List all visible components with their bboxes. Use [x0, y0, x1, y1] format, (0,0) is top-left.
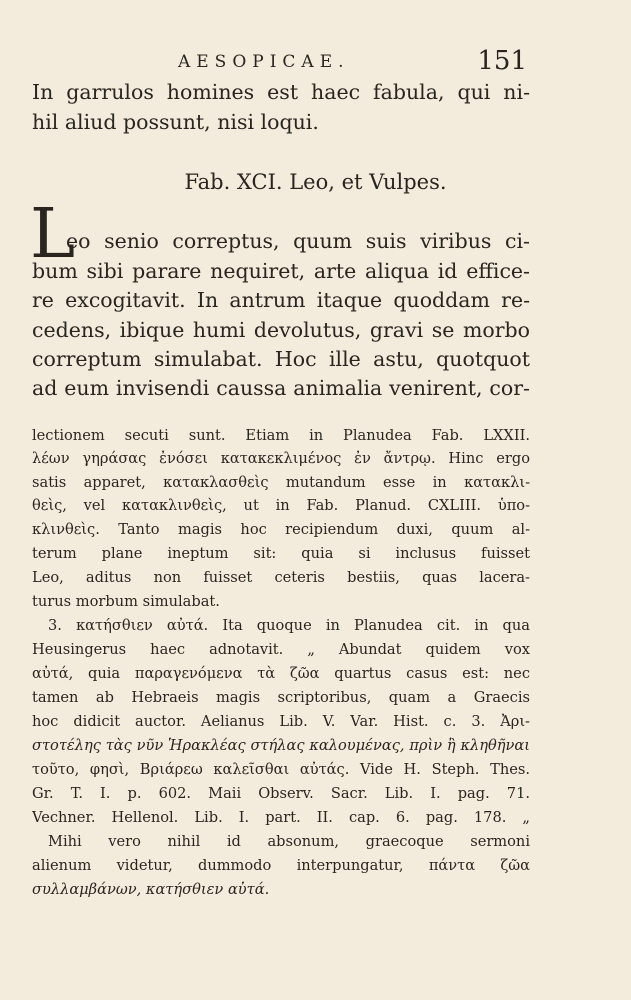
note-line: συλλαμβάνων, κατήσθιεν αὐτά.	[32, 881, 270, 898]
page-header	[0, 48, 631, 78]
note-line: turus morbum simulabat.	[32, 593, 220, 610]
drop-cap: L	[30, 195, 76, 274]
intro-line: hil aliud possunt, nisi loqui.	[32, 110, 319, 134]
note-line: Vechner. Hellenol. Lib. I. part. II. cap. 6. pag. 178. „	[32, 809, 530, 826]
note-line: terum plane ineptum sit: quia si inclusus fuisset	[32, 545, 530, 562]
note-line: alienum videtur, dummodo interpungatur, πάντα ζῶα	[32, 857, 530, 874]
note-line: θεὶς, vel κατακλινθεὶς, ut in Fab. Planud. CXLIII. ὑπο-	[32, 497, 530, 514]
fable-line: ad eum invisendi caussa animalia venirent, cor-	[32, 376, 530, 400]
fable-title: Fab. XCI. Leo, et Vulpes.	[184, 170, 447, 194]
note-line: hoc didicit auctor. Aelianus Lib. V. Var. Hist. c. 3. Ἀρι-	[32, 713, 530, 730]
note-line: στοτέλης τὰς νῦν Ἡρακλέας στήλας καλουμένας, πρὶν ἢ κληθῆναι	[32, 737, 530, 754]
running-head: AESOPICAE.	[178, 52, 350, 72]
fable-line: eo senio correptus, quum suis viribus ci-	[66, 229, 530, 253]
note-line: τοῦτο, φησὶ, Βριάρεω καλεῖσθαι αὐτάς. Vide H. Steph. Thes.	[32, 761, 530, 778]
note-line: λέων γηράσας ἐνόσει κατακεκλιμένος ἐν ἄντρῳ. Hinc ergo	[32, 450, 530, 467]
note-line: tamen ab Hebraeis magis scriptoribus, quam a Graecis	[32, 689, 530, 706]
note-line: κλινθεὶς. Tanto magis hoc recipiendum duxi, quum al-	[32, 521, 530, 538]
note-line: Heusingerus haec adnotavit. „ Abundat quidem vox	[32, 641, 530, 658]
fable-line: re excogitavit. In antrum itaque quoddam re-	[32, 288, 530, 312]
fable-line: correptum simulabat. Hoc ille astu, quotquot	[32, 347, 530, 371]
note-line: Gr. T. I. p. 602. Maii Observ. Sacr. Lib. I. pag. 71.	[32, 785, 530, 802]
note-line: αὐτά, quia παραγενόμενα τὰ ζῶα quartus casus est: nec	[32, 665, 530, 682]
note-line: satis apparet, κατακλασθεὶς mutandum esse in κατακλι-	[32, 474, 530, 491]
note-line: Leo, aditus non fuisset ceteris bestiis, quas lacera-	[32, 569, 530, 586]
intro-line: In garrulos homines est haec fabula, qui ni-	[32, 80, 530, 104]
note-line: lectionem secuti sunt. Etiam in Planudea Fab. LXXII.	[32, 427, 530, 444]
page-number: 151	[477, 46, 527, 76]
fable-line: cedens, ibique humi devolutus, gravi se morbo	[32, 318, 530, 342]
fable-line: bum sibi parare nequiret, arte aliqua id effice-	[32, 259, 530, 283]
note-line: 3. κατήσθιεν αὐτά. Ita quoque in Planudea cit. in qua	[48, 617, 530, 634]
note-line: Mihi vero nihil id absonum, graecoque sermoni	[48, 833, 530, 850]
